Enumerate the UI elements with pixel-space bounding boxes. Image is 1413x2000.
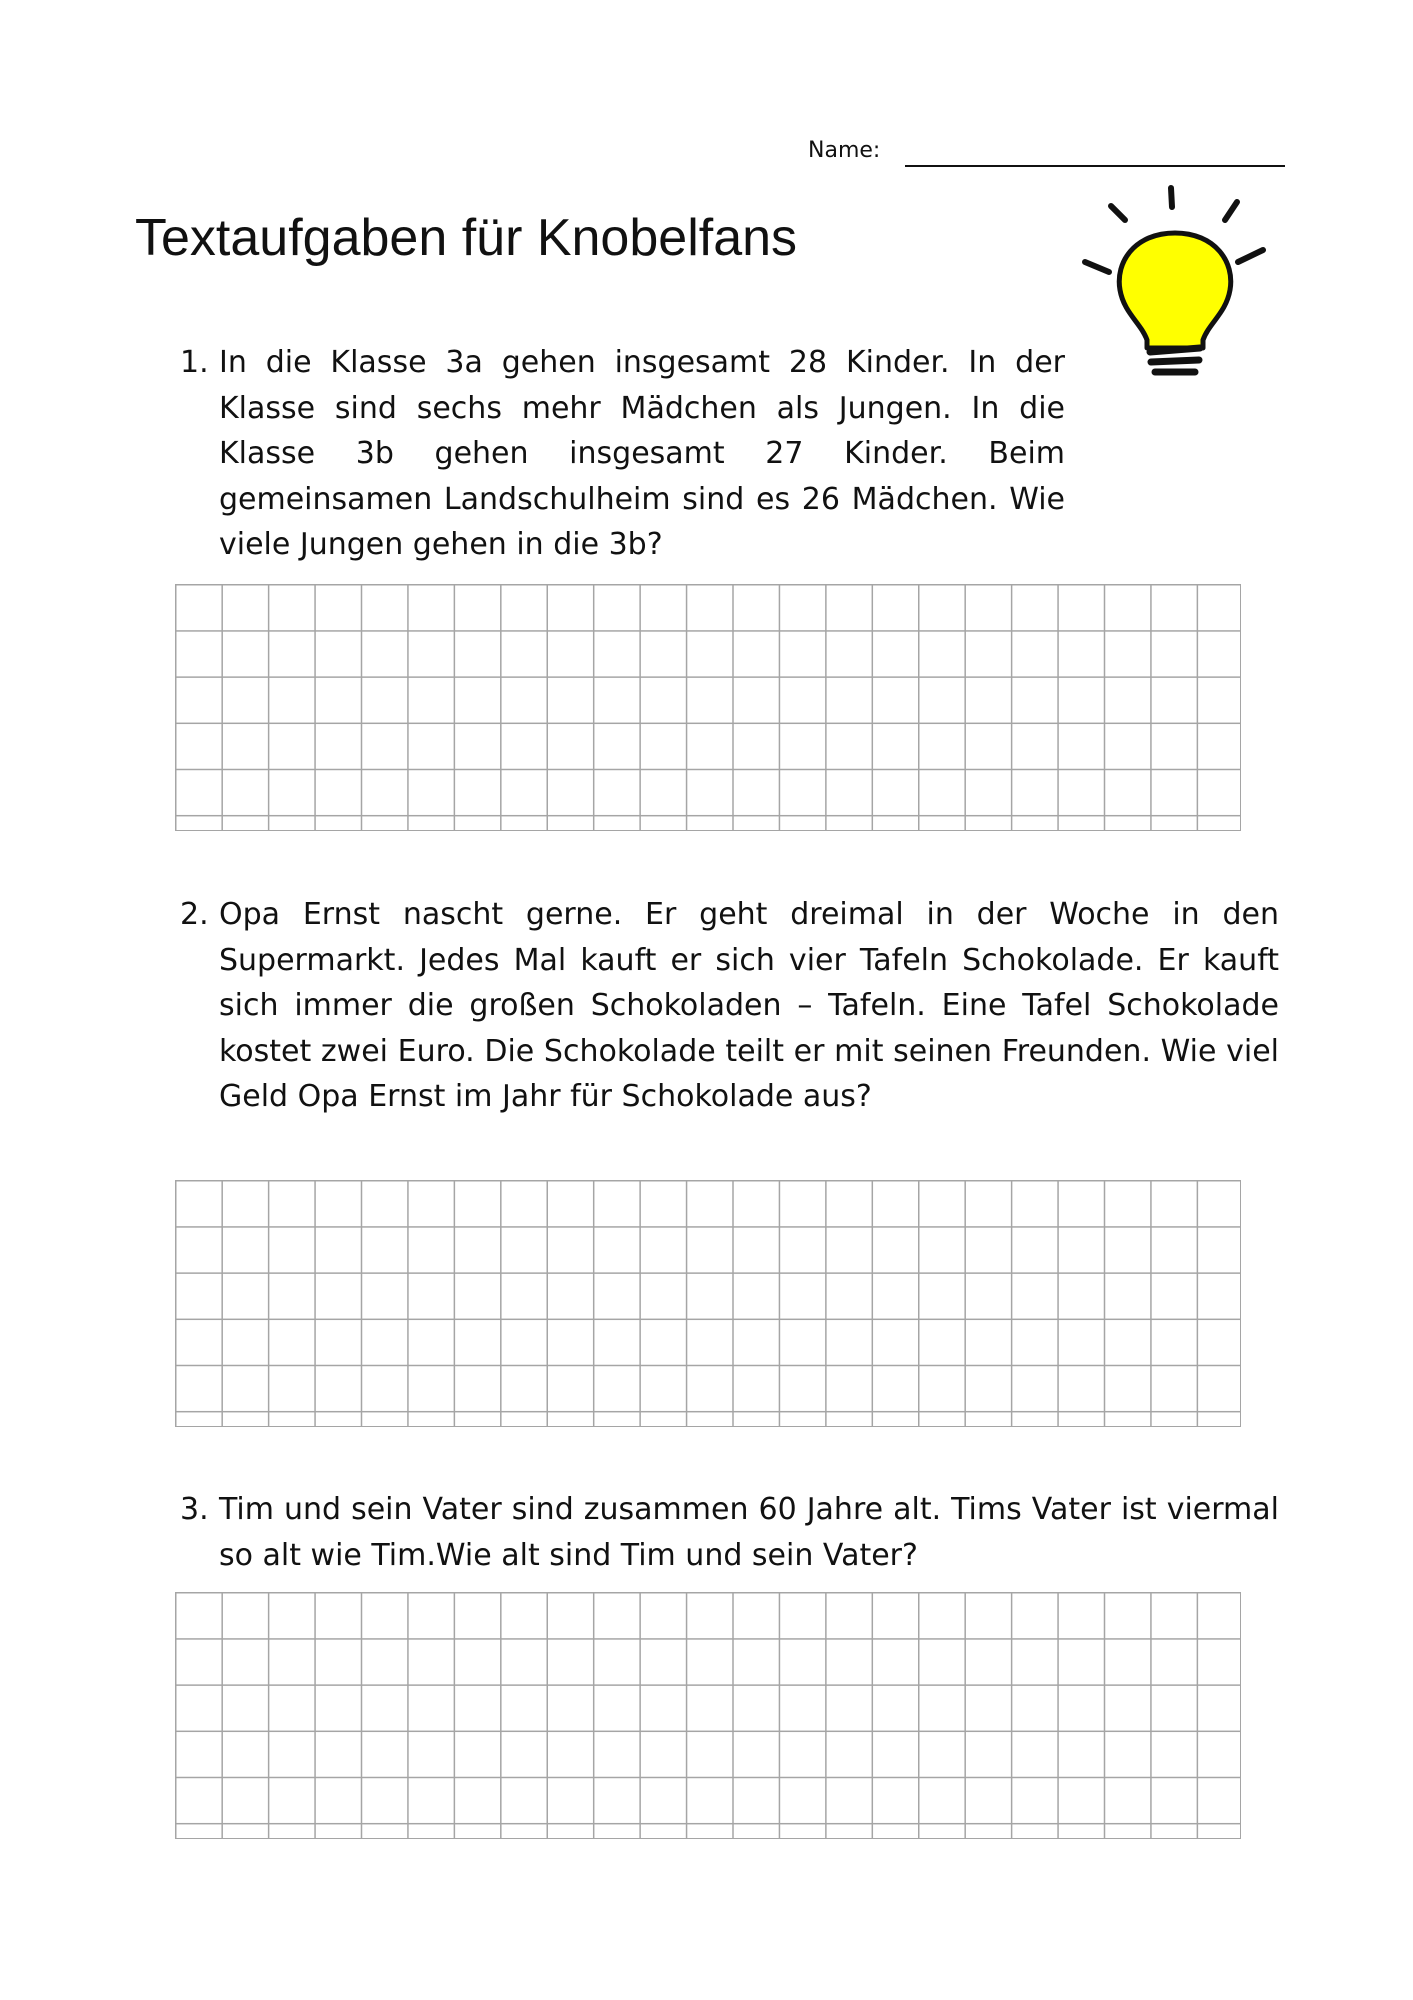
lightbulb-icon <box>1075 180 1275 390</box>
task-text: In die Klasse 3a gehen insgesamt 28 Kinder. In der Klasse sind sechs mehr Mädchen als Jungen. In die Klasse 3b gehen insgesamt 27 Kinder. Beim gemeinsamen Landschulheim sind es 26 Mädchen. Wie viele Jungen gehen in die 3b? <box>219 345 1065 563</box>
name-input-line[interactable] <box>905 165 1285 167</box>
task-text: Tim und sein Vater sind zusammen 60 Jahre alt. Tims Vater ist viermal so alt wie Tim.Wie alt sind Tim und sein Vater? <box>219 1492 1279 1573</box>
name-label: Name: <box>808 138 881 163</box>
answer-grid-2[interactable] <box>175 1180 1241 1427</box>
bulb-glass <box>1119 233 1231 348</box>
task-number: 3. <box>180 1492 209 1527</box>
task-text: Opa Ernst nascht gerne. Er geht dreimal in der Woche in den Supermarkt. Jedes Mal kauft er sich vier Tafeln Schokolade. Er kauft sich immer die großen Schokoladen – Tafeln. Eine Tafel Schokolade kostet zwei Euro. Die Schokolade teilt er mit seinen Freunden. Wie viel Geld Opa Ernst im Jahr für Schokolade aus? <box>219 897 1279 1115</box>
answer-grid-3[interactable] <box>175 1592 1241 1839</box>
name-field-row <box>808 136 1288 170</box>
task-number: 2. <box>180 897 209 932</box>
page-title: Textaufgaben für Knobelfans <box>135 209 798 267</box>
answer-grid-1[interactable] <box>175 584 1241 831</box>
task-number: 1. <box>180 345 209 380</box>
